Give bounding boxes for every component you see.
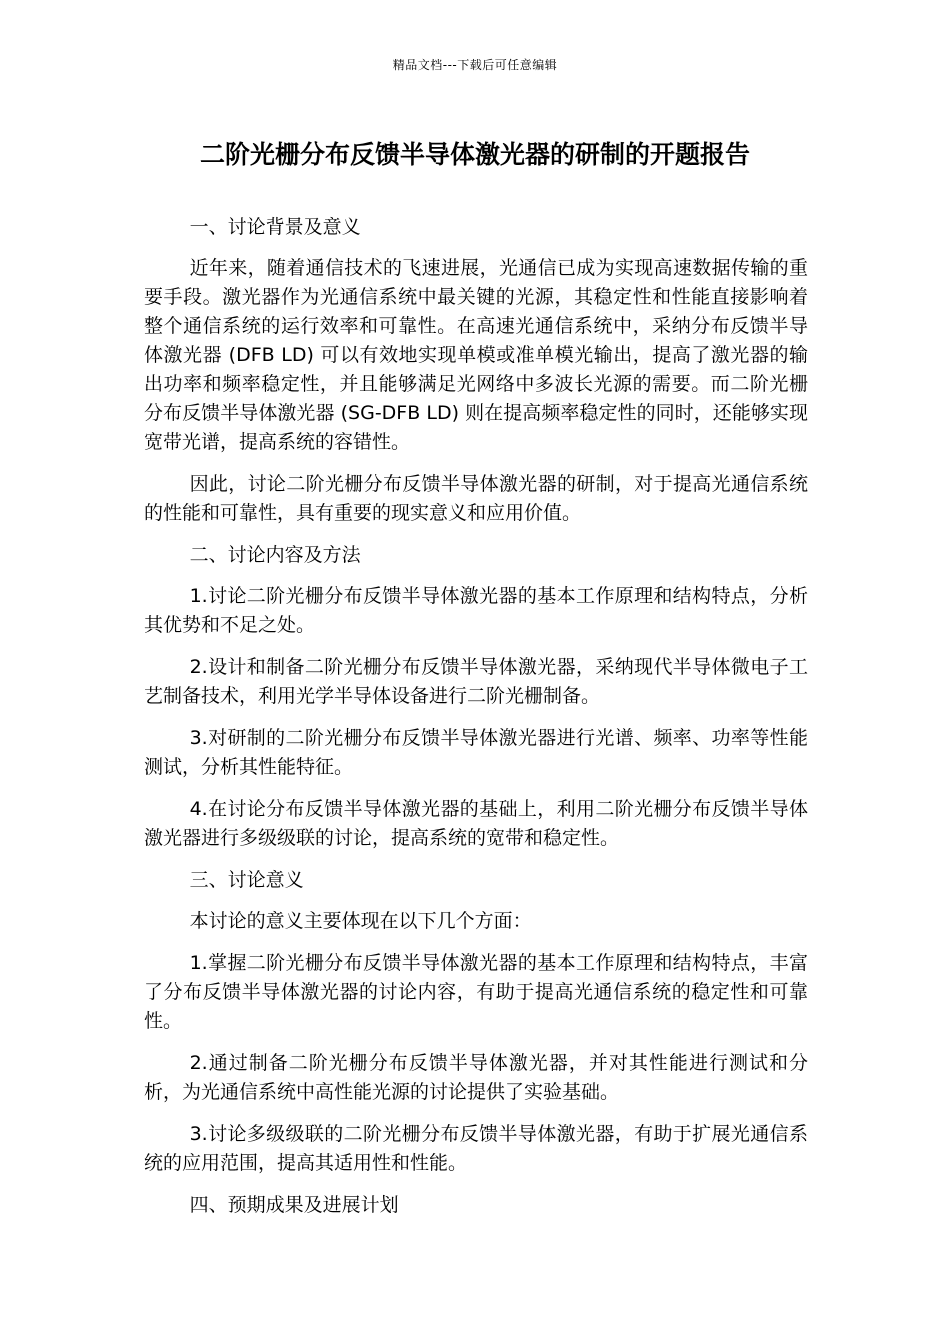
list-item: 1.讨论二阶光栅分布反馈半导体激光器的基本工作原理和结构特点，分析其优势和不足之处。 — [144, 585, 808, 636]
list-item: 2.设计和制备二阶光栅分布反馈半导体激光器，采纳现代半导体微电子工艺制备技术，利用光学半导体设备进行二阶光栅制备。 — [144, 656, 808, 707]
section-heading-content-methods: 二、讨论内容及方法 — [189, 544, 361, 566]
section-heading-outcomes: 四、预期成果及进展计划 — [189, 1194, 399, 1216]
header-note: 精品文档---下载后可任意编辑 — [392, 58, 558, 72]
list-item: 3.讨论多级级联的二阶光栅分布反馈半导体激光器，有助于扩展光通信系统的应用范围，提高其适用性和性能。 — [144, 1123, 808, 1174]
list-item: 2.通过制备二阶光栅分布反馈半导体激光器，并对其性能进行测试和分析，为光通信系统中高性能光源的讨论提供了实验基础。 — [144, 1052, 808, 1103]
document-body — [144, 213, 808, 1232]
document-title: 二阶光栅分布反馈半导体激光器的研制的开题报告 — [199, 140, 750, 169]
body-paragraph: 近年来，随着通信技术的飞速进展，光通信已成为实现高速数据传输的重要手段。激光器作为光通信系统中最关键的光源，其稳定性和性能直接影响着整个通信系统的运行效率和可靠性。在高速光通信系统中，采纳分布反馈半导体激光器 (DFB LD) 可以有效地实现单模或准单模光输出，提高了激光器的输出功率和频率稳定性，并且能够满足光网络中多波长光源的需要。而二阶光栅分布反馈半导体激光器 (SG-DFB LD) 则在提高频率稳定性的同时，还能够实现宽带光谱，提高系统的容错性。 — [144, 257, 808, 453]
list-item: 4.在讨论分布反馈半导体激光器的基础上，利用二阶光栅分布反馈半导体激光器进行多级级联的讨论，提高系统的宽带和稳定性。 — [144, 798, 808, 849]
list-item: 1.掌握二阶光栅分布反馈半导体激光器的基本工作原理和结构特点，丰富了分布反馈半导体激光器的讨论内容，有助于提高光通信系统的稳定性和可靠性。 — [144, 952, 808, 1032]
body-paragraph: 因此，讨论二阶光栅分布反馈半导体激光器的研制，对于提高光通信系统的性能和可靠性，具有重要的现实意义和应用价值。 — [144, 473, 808, 524]
body-paragraph: 本讨论的意义主要体现在以下几个方面： — [189, 910, 532, 932]
section-heading-background: 一、讨论背景及意义 — [189, 216, 361, 238]
section-heading-significance: 三、讨论意义 — [189, 869, 304, 891]
list-item: 3.对研制的二阶光栅分布反馈半导体激光器进行光谱、频率、功率等性能测试，分析其性能特征。 — [144, 727, 808, 778]
